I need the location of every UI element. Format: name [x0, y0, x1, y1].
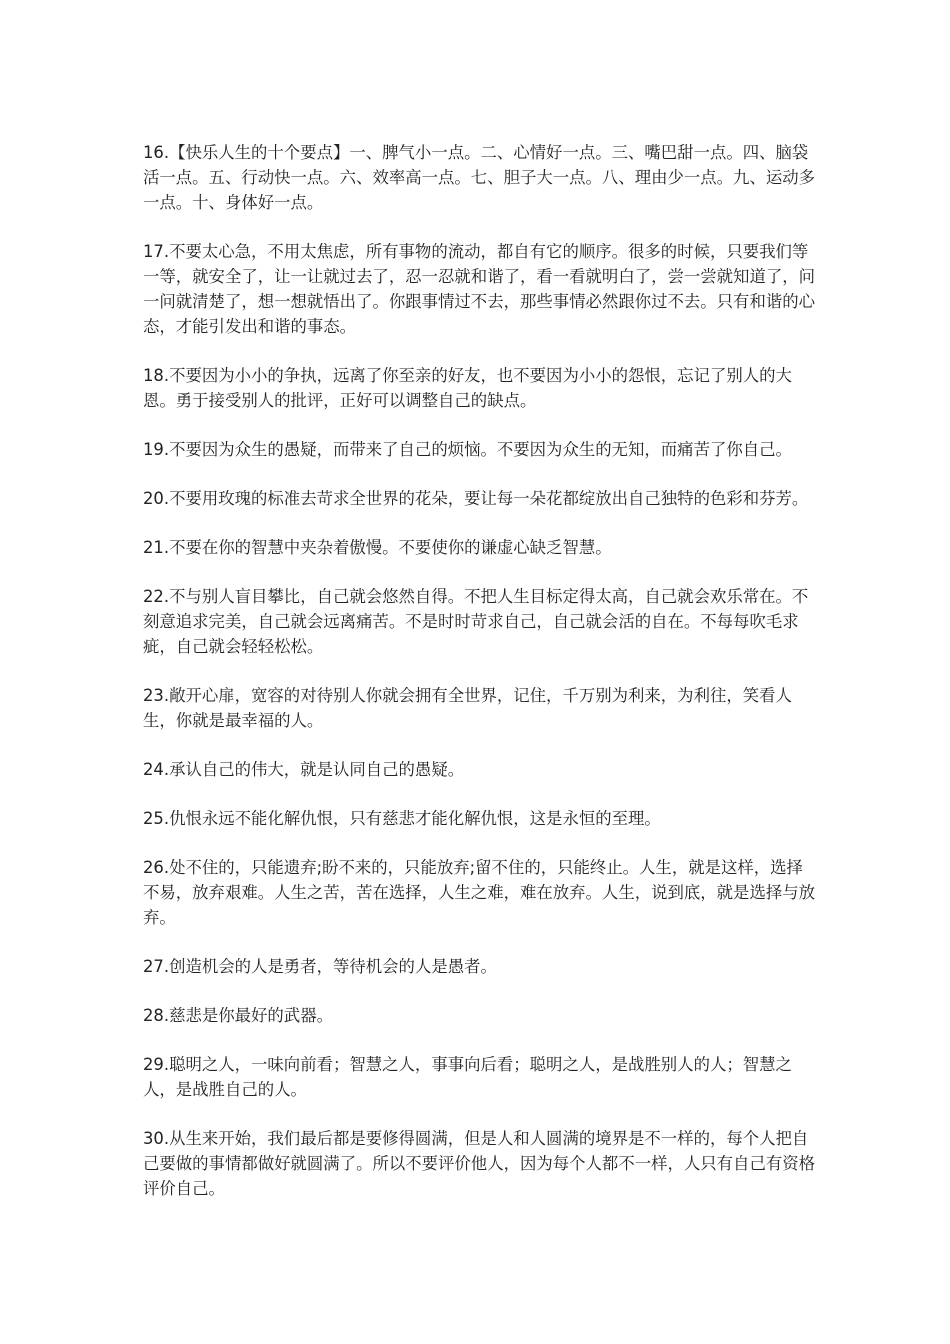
paragraph-23: 23.敞开心扉，宽容的对待别人你就会拥有全世界，记住，千万别为利来，为利往，笑看人生，你就是最幸福的人。: [143, 686, 792, 730]
paragraph-30: 30.从生来开始，我们最后都是要修得圆满，但是人和人圆满的境界是不一样的，每个人把自己要做的事情都做好就圆满了。所以不要评价他人，因为每个人都不一样，人只有自己有资格评价自己。: [143, 1129, 816, 1198]
paragraph-21: 21.不要在你的智慧中夹杂着傲慢。不要使你的谦虚心缺乏智慧。: [143, 538, 612, 557]
paragraph-16: 16.【快乐人生的十个要点】一、脾气小一点。二、心情好一点。三、嘴巴甜一点。四、脑袋活一点。五、行动快一点。六、效率高一点。七、胆子大一点。八、理由少一点。九、运动多一点。十、身体好一点。: [143, 143, 816, 212]
paragraph-26: 26.处不住的，只能遗弃;盼不来的，只能放弃;留不住的，只能终止。人生，就是这样，选择不易，放弃艰难。人生之苦，苦在选择，人生之难，难在放弃。人生，说到底，就是选择与放弃。: [143, 858, 816, 927]
paragraph-28: 28.慈悲是你最好的武器。: [143, 1006, 333, 1025]
paragraph-29: 29.聪明之人，一味向前看；智慧之人，事事向后看；聪明之人，是战胜别人的人；智慧之人，是战胜自己的人。: [143, 1055, 792, 1099]
paragraph-19: 19.不要因为众生的愚疑，而带来了自己的烦恼。不要因为众生的无知，而痛苦了你自己。: [143, 440, 792, 459]
document-body: [143, 140, 815, 1225]
paragraph-22: 22.不与别人盲目攀比，自己就会悠然自得。不把人生目标定得太高，自己就会欢乐常在。不刻意追求完美，自己就会远离痛苦。不是时时苛求自己，自己就会活的自在。不每每吹毛求疵，自己就会轻轻松松。: [143, 587, 809, 656]
paragraph-25: 25.仇恨永远不能化解仇恨，只有慈悲才能化解仇恨，这是永恒的至理。: [143, 809, 661, 828]
paragraph-18: 18.不要因为小小的争执，远离了你至亲的好友，也不要因为小小的怨恨，忘记了别人的大恩。勇于接受别人的批评，正好可以调整自己的缺点。: [143, 366, 792, 410]
paragraph-20: 20.不要用玫瑰的标准去苛求全世界的花朵，要让每一朵花都绽放出自己独特的色彩和芬芳。: [143, 489, 809, 508]
paragraph-27: 27.创造机会的人是勇者，等待机会的人是愚者。: [143, 957, 497, 976]
paragraph-17: 17.不要太心急，不用太焦虑，所有事物的流动，都自有它的顺序。很多的时候，只要我们等一等，就安全了，让一让就过去了，忍一忍就和谐了，看一看就明白了，尝一尝就知道了，问一问就清楚了，想一想就悟出了。你跟事情过不去，那些事情必然跟你过不去。只有和谐的心态，才能引发出和谐的事态。: [143, 242, 816, 336]
paragraph-24: 24.承认自己的伟大，就是认同自己的愚疑。: [143, 760, 465, 779]
